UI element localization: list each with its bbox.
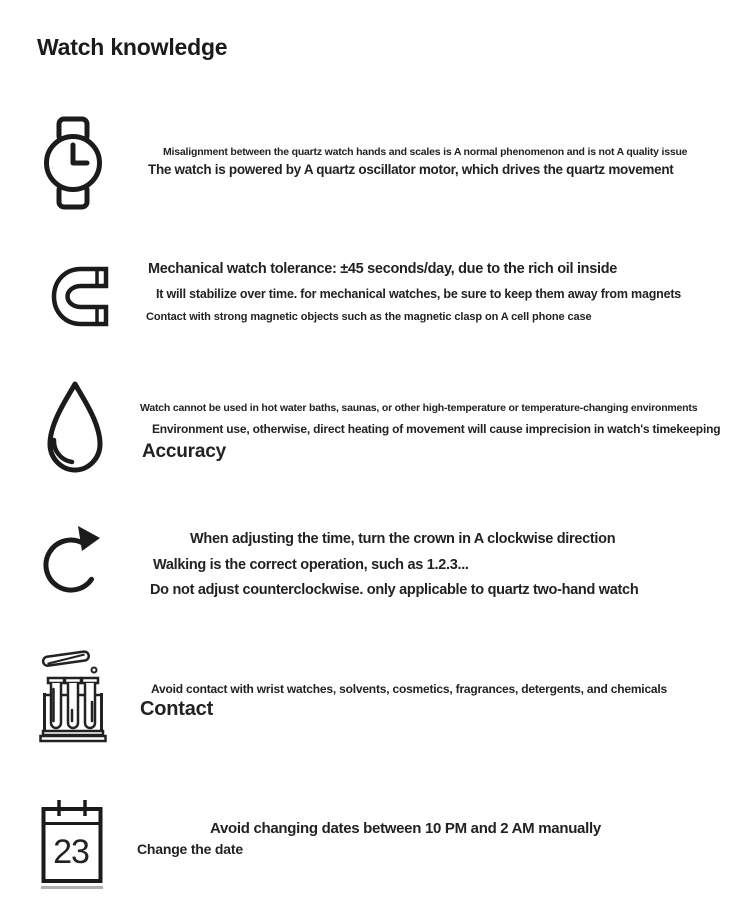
info-line: Walking is the correct operation, such as 1.2.3...	[153, 557, 469, 573]
watch-icon-svg	[42, 116, 104, 210]
info-line: Watch cannot be used in hot water baths, saunas, or other high-temperature or temperature-changing environments	[140, 402, 698, 414]
calendar-shadow-bar	[41, 886, 103, 889]
info-line: Mechanical watch tolerance: ±45 seconds/day, due to the rich oil inside	[148, 261, 618, 277]
info-line: Avoid contact with wrist watches, solvents, cosmetics, fragrances, detergents, and chemicals	[151, 682, 667, 696]
info-line: It will stabilize over time. for mechanical watches, be sure to keep them away from magnets	[156, 287, 682, 301]
clockwise-arrow-icon	[42, 521, 105, 605]
section-label: Contact	[140, 698, 214, 720]
info-line: Do not adjust counterclockwise. only applicable to quartz two-hand watch	[150, 582, 639, 598]
info-line: Environment use, otherwise, direct heating of movement will cause imprecision in watch's timekeeping	[152, 422, 721, 436]
calendar-day-number: 23	[53, 833, 89, 871]
clockwise-arrow-icon-svg	[42, 521, 105, 605]
watch-icon	[42, 116, 104, 210]
test-tubes-icon	[39, 645, 109, 744]
test-tubes-icon-svg	[39, 645, 109, 744]
calendar-icon-svg	[40, 796, 104, 885]
water-drop-icon-svg	[42, 380, 108, 475]
info-line: When adjusting the time, turn the crown in A clockwise direction	[190, 531, 616, 547]
info-line: Contact with strong magnetic objects such as the magnetic clasp on A cell phone case	[146, 311, 592, 323]
info-line: Avoid changing dates between 10 PM and 2 AM manually	[210, 820, 601, 837]
water-drop-icon	[42, 380, 108, 475]
magnet-icon	[51, 266, 109, 327]
calendar-icon	[40, 796, 104, 885]
info-line: Misalignment between the quartz watch hands and scales is A normal phenomenon and is not A quality issue	[163, 146, 688, 158]
info-line: The watch is powered by A quartz oscillator motor, which drives the quartz movement	[148, 162, 674, 177]
section-label: Accuracy	[142, 441, 226, 462]
page-title: Watch knowledge	[37, 34, 228, 60]
magnet-icon-svg	[51, 266, 109, 327]
section-label: Change the date	[137, 841, 243, 857]
